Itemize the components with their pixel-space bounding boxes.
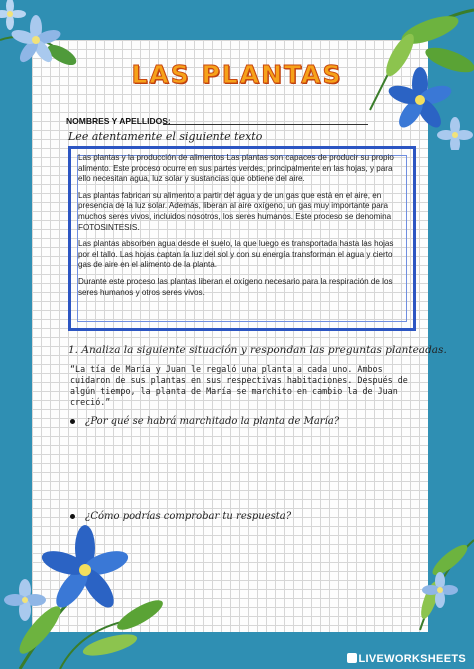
- question-1: 1. Analiza la siguiente situación y respondan las preguntas planteadas.: [68, 344, 447, 356]
- bullet-question-1-text: ¿Por qué se habrá marchitado la planta de María?: [85, 416, 340, 427]
- bullet-question-2: [70, 511, 291, 522]
- reading-paragraph-4: Durante este proceso las plantas liberan el oxígeno necesario para la respiración de los seres humanos y otros seres vivos.: [78, 276, 393, 297]
- intro-instruction: Lee atentamente el siguiente texto: [68, 130, 263, 143]
- reading-paragraph-1: Las plantas y la producción de alimentos Las plantas son capaces de producir su propio alimento. Este proceso ocurre en sus partes verdes, principalmente en las hojas, y para ello necesitan agua, luz solar y sustancias que obtiene del aire.: [78, 153, 394, 184]
- reading-paragraph-3: Las plantas absorben agua desde el suelo, la que luego es transportada hasta las hojas por el tallo. Las hojas captan la luz del sol y con su energía transforman el agua y cierto gas de aire en el alimento de la planta.: [78, 239, 394, 270]
- liveworksheets-watermark[interactable]: [347, 653, 467, 665]
- watermark-text: LIVEWORKSHEETS: [358, 653, 466, 665]
- flower-bottom-right-icon: [380, 520, 474, 650]
- reading-paragraph-2: Las plantas fabrican su alimento a partir del agua y de un gas que está en el aire, en presencia de la luz solar. Además, liberan al aire oxígeno, un gas muy importante para muchos seres vivos, incluidos nosotros, los seres humanos. Este proceso se denomina FOTOSINTESIS.: [78, 190, 392, 232]
- flower-bottom-left-icon: [0, 510, 180, 669]
- story-text: “La tía de María y Juan le regaló una planta a cada uno. Ambos cuidaron de sus plantas en sus respectivas habitaciones. Después de algún tiempo, la planta de María se marchito en cambio la de Juan creció.”: [70, 364, 408, 407]
- liveworksheets-logo-icon: [347, 653, 357, 663]
- names-answer-line[interactable]: [163, 124, 368, 125]
- page-title: LAS PLANTAS: [131, 60, 343, 89]
- names-label: NOMBRES Y APELLIDOS:: [66, 116, 171, 126]
- bullet-dot-icon: [70, 514, 75, 519]
- bullet-dot-icon: [70, 419, 75, 424]
- reading-text-box: [68, 146, 416, 331]
- bullet-question-2-text: ¿Cómo podrías comprobar tu respuesta?: [85, 511, 292, 522]
- bullet-question-1: [70, 416, 339, 427]
